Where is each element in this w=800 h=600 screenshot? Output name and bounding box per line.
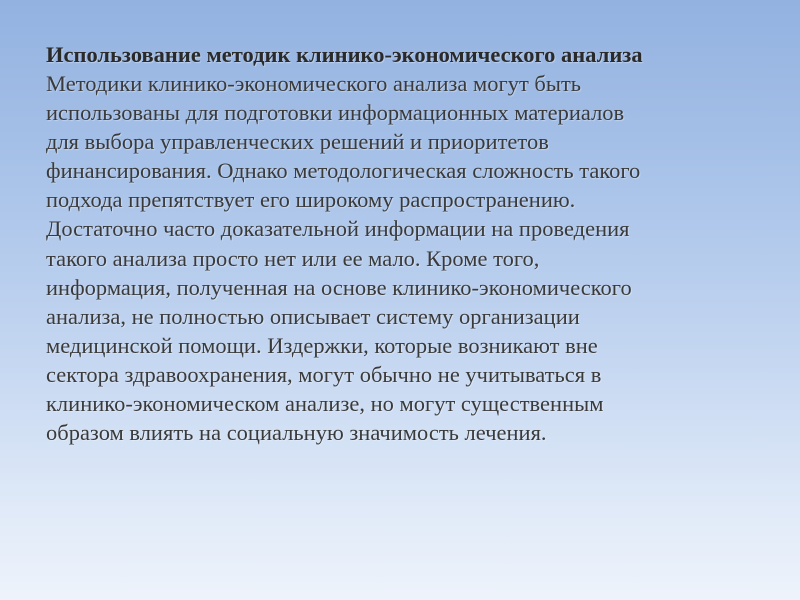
body-line-1: Методики клинико-экономического анализа могут быть — [46, 71, 582, 96]
body-line-4: финансирования. Однако методологическая сложность такого — [46, 158, 641, 184]
body-line-11: сектора здравоохранения, могут обычно не учитываться в — [46, 361, 602, 387]
body-line-7: такого анализа просто нет или ее мало. Кроме того, — [46, 245, 540, 271]
body-line-5: подхода препятствует его широкому распространению. — [46, 187, 576, 213]
body-line-12: клинико-экономическом анализе, но могут существенным — [46, 391, 604, 417]
body-line-13: образом влиять на социальную значимость лечения. — [46, 420, 547, 446]
body-line-10: медицинской помощи. Издержки, которые возникают вне — [46, 332, 598, 358]
body-line-8: информация, полученная на основе клинико-экономического — [46, 274, 632, 300]
slide-heading: Использование методик клинико-экономического анализа — [46, 42, 643, 67]
body-line-6: Достаточно часто доказательной информации на проведения — [46, 216, 630, 242]
body-line-9: анализа, не полностью описывает систему организации — [46, 303, 580, 329]
body-line-3: для выбора управленческих решений и приоритетов — [46, 129, 549, 155]
slide-content — [46, 40, 776, 447]
body-line-2: использованы для подготовки информационных материалов — [46, 100, 625, 126]
